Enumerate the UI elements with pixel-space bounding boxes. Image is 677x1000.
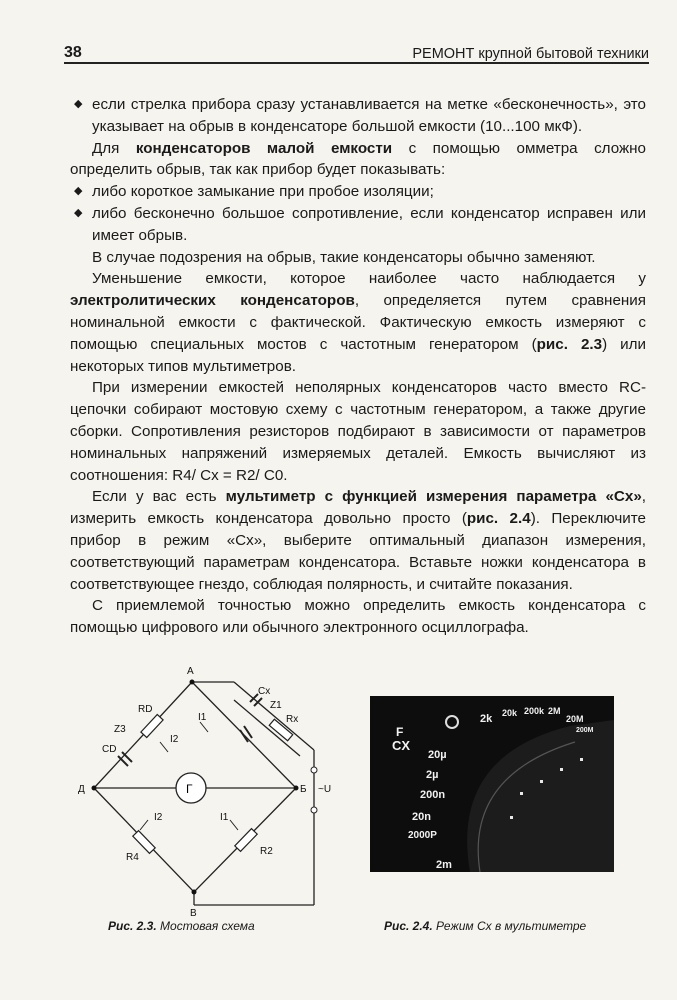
- paragraph-4: При измерении емкостей неполярных конденсаторов часто вместо RC-цепочки собирают мостовую схему с частотным генератором, а также другие сборки. Сопротивления резисторов подбирают в зависимости от параметров номинальных напряжений измеряемых деталей. Емкость вычисляют из соотношения: R4/ Cx = R2/ C0.: [70, 379, 646, 484]
- paragraph-1: Для конденсаторов малой емкости с помощью омметра сложно определить обрыв, так как прибор будет показывать:: [70, 139, 646, 179]
- label-r2: R2: [260, 846, 273, 857]
- body-text: [70, 94, 646, 639]
- label-z1: Z1: [270, 700, 282, 711]
- multimeter-dial-photo: [370, 696, 614, 872]
- label-i1-top: I1: [198, 712, 207, 723]
- label-i1-bottom: I1: [220, 812, 229, 823]
- label-z3: Z3: [114, 724, 126, 735]
- label-b: Б: [300, 784, 307, 795]
- scale-2m: 2M: [548, 706, 561, 716]
- scale-2000p: 2000P: [408, 830, 437, 841]
- label-i2-top: I2: [170, 734, 179, 745]
- bullet-3: ◆ либо бесконечно большое сопротивление, если конденсатор исправен или имеет обрыв.: [74, 204, 646, 244]
- figure-2-3-caption: Рис. 2.3. Мостовая схема: [108, 919, 255, 933]
- label-r4: R4: [126, 852, 139, 863]
- paragraph-5: Если у вас есть мультиметр с функцией измерения параметра «Сх», измерить емкость конденсатора довольно просто (рис. 2.4). Переключите прибор в режим «Сх», выберите оптимальный диапазон измерения, соответствующий параметрам конденсатора. Вставьте ножки конденсатора в соответствующее гнездо, соблюдая полярность, и считайте показания.: [70, 488, 646, 593]
- running-title: РЕМОНТ крупной бытовой техники: [412, 46, 649, 62]
- bullet-1: ◆ если стрелка прибора сразу устанавливается на метке «бесконечность», это указывает на обрыв в конденсаторе большой емкости (10...100 мкФ).: [74, 96, 646, 135]
- scale-20u: 20µ: [428, 749, 447, 761]
- page-header: [64, 40, 649, 64]
- bridge-circuit-diagram: [74, 660, 336, 918]
- scale-2m-bottom: 2m: [436, 859, 452, 871]
- label-g: Г: [186, 782, 193, 796]
- bullet-icon: ◆: [74, 206, 83, 219]
- scale-200k: 200k: [524, 706, 545, 716]
- paragraph-2: В случае подозрения на обрыв, такие конденсаторы обычно заменяют.: [92, 248, 596, 266]
- bullet-icon: ◆: [74, 185, 83, 198]
- scale-200n: 200n: [420, 789, 446, 801]
- scale-2k: 2k: [480, 713, 493, 725]
- scale-20n: 20n: [412, 811, 431, 823]
- label-cd: CD: [102, 744, 117, 755]
- scale-200m: 200M: [576, 727, 594, 734]
- label-rd: RD: [138, 704, 153, 715]
- scale-20m: 20M: [566, 714, 584, 724]
- mode-label-f: F: [396, 725, 404, 739]
- scale-20k: 20k: [502, 708, 518, 718]
- scale-2u: 2µ: [426, 769, 439, 781]
- label-cx: Cx: [258, 686, 271, 697]
- bullet-2: ◆ либо короткое замыкание при пробое изоляции;: [70, 181, 646, 203]
- label-i2-bottom: I2: [154, 812, 163, 823]
- paragraph-6: С приемлемой точностью можно определить емкость конденсатора с помощью цифрового или обычного электронного осциллографа.: [70, 597, 646, 637]
- label-rx: Rx: [286, 714, 299, 725]
- label-a: A: [187, 666, 194, 677]
- page-number: 38: [64, 44, 82, 61]
- mode-label-cx: CX: [392, 738, 411, 753]
- paragraph-3: Уменьшение емкости, которое наиболее часто наблюдается у электролитических конденсаторов, определяется путем сравнения номинальной емкости с фактической. Фактическую емкость измеряют с помощью специальных мостов с частотным генератором (рис. 2.3) или некоторых типов мультиметров.: [70, 270, 646, 375]
- label-v: B: [190, 908, 197, 918]
- label-d: Д: [78, 784, 85, 795]
- bullet-icon: ◆: [74, 98, 83, 110]
- label-u: ~U: [318, 784, 332, 795]
- figure-2-4-caption: Рис. 2.4. Режим Сх в мультиметре: [384, 919, 587, 933]
